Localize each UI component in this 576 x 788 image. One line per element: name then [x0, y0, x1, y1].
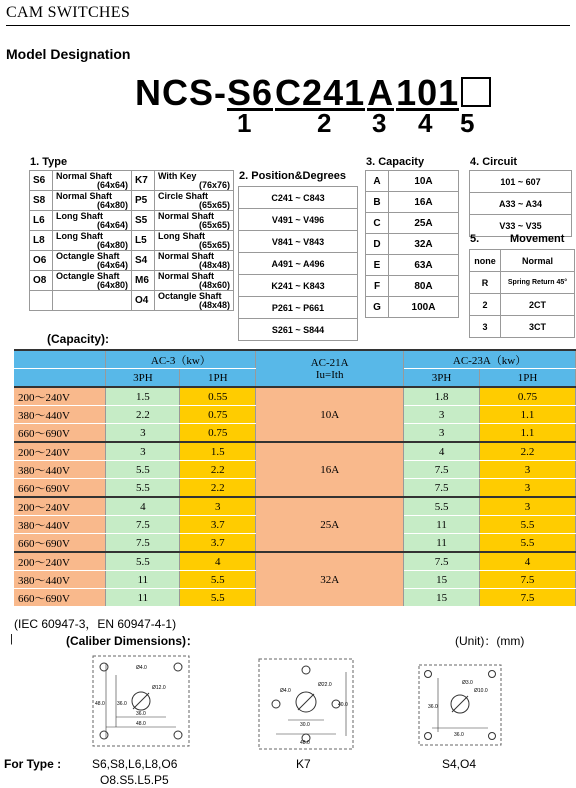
model-part-1: S6 [227, 72, 274, 113]
dim-a-h2: 36.0 [117, 701, 127, 707]
capacity-code: F [366, 276, 389, 297]
type-desc-size: (64x64) [96, 219, 128, 230]
list-cell: A33 ~ A34 [470, 193, 572, 215]
type-code: O4 [132, 291, 155, 311]
digit-1: 1 [237, 108, 252, 138]
title-rule [6, 25, 570, 26]
movement-code: 3 [470, 316, 501, 338]
type-desc-name: Octangle Shaft [56, 250, 120, 261]
type-desc [155, 231, 234, 251]
list-row [470, 193, 572, 215]
ac3-3ph-cell: 3 [106, 424, 180, 443]
header-blank [14, 350, 106, 369]
movement-desc: 3CT [501, 316, 575, 338]
type-desc-name: Octangle Shaft [158, 290, 222, 301]
model-part-5-box [461, 77, 491, 107]
type-code: O6 [30, 251, 53, 271]
rating-row [14, 387, 576, 406]
voltage-cell: 380～440V [14, 571, 106, 589]
capacity-row [366, 297, 459, 318]
movement-row [470, 250, 575, 272]
ac23-3ph-cell: 15 [404, 571, 480, 589]
type-desc-name: Circle Shaft [158, 190, 209, 201]
position-table [238, 186, 358, 341]
movement-desc: Normal [501, 250, 575, 272]
voltage-cell: 660～690V [14, 424, 106, 443]
type-desc [155, 291, 234, 311]
ac23-3ph-cell: 5.5 [404, 497, 480, 516]
type-code: S6 [30, 171, 53, 191]
capacity-label: (Capacity): [47, 332, 110, 346]
capacity-code: E [366, 255, 389, 276]
header-ac21 [256, 350, 404, 387]
type-desc-name: Normal Shaft [158, 210, 215, 221]
movement-heading-num: 5. [470, 233, 480, 245]
movement-row [470, 316, 575, 338]
type-desc-name: Long Shaft [158, 230, 205, 241]
type-desc [53, 271, 132, 291]
list-cell: P261 ~ P661 [239, 297, 358, 319]
ac3-1ph-cell: 2.2 [180, 461, 256, 479]
type-code: K7 [132, 171, 155, 191]
capacity-code: B [366, 192, 389, 213]
list-row [239, 297, 358, 319]
capacity-row [366, 255, 459, 276]
model-code [135, 72, 491, 114]
list-row [239, 319, 358, 341]
dim-c-d2: Ø10.0 [474, 688, 488, 694]
ac3-3ph-cell: 5.5 [106, 552, 180, 571]
types-b: K7 [296, 757, 311, 771]
voltage-cell: 660～690V [14, 479, 106, 498]
type-desc-size: (64x64) [96, 259, 128, 270]
type-desc [155, 191, 234, 211]
standard-note: (IEC 60947-3，EN 60947-4-1) [14, 617, 177, 631]
ac3-1ph-cell: 5.5 [180, 571, 256, 589]
type-desc-name: Normal Shaft [158, 270, 215, 281]
dim-a-d1: Ø4.0 [136, 665, 147, 671]
list-row [239, 187, 358, 209]
rating-row [14, 497, 576, 516]
type-desc [53, 251, 132, 271]
type-row [30, 231, 234, 251]
caliber-diagram-a [92, 655, 190, 747]
caliber-label: (Caliber Dimensions)： [66, 634, 199, 648]
caliber-diagram-c [418, 664, 502, 746]
ac3-3ph-cell: 4 [106, 497, 180, 516]
list-row [239, 231, 358, 253]
type-desc-name: Octangle Shaft [56, 270, 120, 281]
type-desc-size: (64x80) [96, 199, 128, 210]
model-part-4: 101 [396, 72, 460, 113]
voltage-cell: 200～240V [14, 497, 106, 516]
capacity-row [366, 213, 459, 234]
model-part-3: A [367, 72, 395, 113]
capacity-code: D [366, 234, 389, 255]
ac3-1ph-cell: 0.55 [180, 387, 256, 406]
type-code: P5 [132, 191, 155, 211]
type-desc-size: (65x65) [198, 219, 230, 230]
ac23-3ph-cell: 3 [404, 406, 480, 424]
ac21-cell: 25A [256, 497, 404, 552]
ac3-3ph-cell: 5.5 [106, 479, 180, 498]
type-desc [155, 171, 234, 191]
voltage-cell: 380～440V [14, 461, 106, 479]
capacity-table [365, 170, 459, 318]
voltage-cell: 380～440V [14, 406, 106, 424]
type-row [30, 171, 234, 191]
list-cell: A491 ~ A496 [239, 253, 358, 275]
type-desc [53, 231, 132, 251]
ac23-1ph-cell: 1.1 [480, 424, 576, 443]
type-desc-size: (64x80) [96, 279, 128, 290]
for-type-label: For Type : [4, 757, 62, 771]
ac23-1ph-cell: 0.75 [480, 387, 576, 406]
movement-code: none [470, 250, 501, 272]
type-desc-size: (65x65) [198, 239, 230, 250]
header-ac21-label: AC-21A [310, 356, 349, 369]
capacity-code: C [366, 213, 389, 234]
ac23-1ph-cell: 3 [480, 479, 576, 498]
ac3-1ph-cell: 2.2 [180, 479, 256, 498]
ac21-cell: 16A [256, 442, 404, 497]
ac23-3ph-cell: 7.5 [404, 461, 480, 479]
digit-5: 5 [460, 108, 475, 138]
capacity-rating-table [14, 349, 576, 607]
voltage-cell: 660～690V [14, 589, 106, 607]
ac3-3ph-cell: 11 [106, 571, 180, 589]
header-1ph-b: 1PH [480, 369, 576, 388]
ac3-3ph-cell: 2.2 [106, 406, 180, 424]
ac3-3ph-cell: 1.5 [106, 387, 180, 406]
capacity-row [366, 276, 459, 297]
model-part-2: C241 [275, 72, 366, 113]
header-3ph-b: 3PH [404, 369, 480, 388]
capacity-value: 63A [389, 255, 459, 276]
ac23-1ph-cell: 7.5 [480, 589, 576, 607]
header-3ph: 3PH [106, 369, 180, 388]
voltage-cell: 200～240V [14, 442, 106, 461]
type-desc [53, 211, 132, 231]
movement-code: R [470, 272, 501, 294]
ac23-3ph-cell: 4 [404, 442, 480, 461]
ac3-3ph-cell: 5.5 [106, 461, 180, 479]
digit-4: 4 [418, 108, 433, 138]
dim-b-h1: 40.0 [338, 702, 348, 708]
ac23-3ph-cell: 7.5 [404, 552, 480, 571]
type-code: S8 [30, 191, 53, 211]
ac3-3ph-cell: 7.5 [106, 534, 180, 553]
ac23-1ph-cell: 5.5 [480, 516, 576, 534]
movement-desc: Spring Return 45° [501, 272, 575, 294]
type-desc-name: Normal Shaft [56, 170, 113, 181]
movement-table [469, 249, 575, 338]
ac23-1ph-cell: 5.5 [480, 534, 576, 553]
header-ac3: AC-3（kw） [106, 350, 256, 369]
ac23-1ph-cell: 4 [480, 552, 576, 571]
model-prefix: NCS- [135, 72, 227, 113]
rating-row [14, 442, 576, 461]
list-cell: C241 ~ C843 [239, 187, 358, 209]
type-code: M6 [132, 271, 155, 291]
dim-c-d1: Ø3.0 [462, 680, 473, 686]
list-row [239, 275, 358, 297]
ac23-3ph-cell: 11 [404, 534, 480, 553]
ac23-1ph-cell: 1.1 [480, 406, 576, 424]
type-desc-name: Normal Shaft [56, 190, 113, 201]
header-blank-2 [14, 369, 106, 388]
ac3-1ph-cell: 3.7 [180, 534, 256, 553]
type-desc-size: (64x80) [96, 239, 128, 250]
capacity-value: 16A [389, 192, 459, 213]
digit-2: 2 [317, 108, 332, 138]
type-desc-size: (48x48) [198, 299, 230, 310]
dim-b-d2: Ø22.0 [318, 682, 332, 688]
type-row [30, 211, 234, 231]
ac23-3ph-cell: 11 [404, 516, 480, 534]
ac3-1ph-cell: 3 [180, 497, 256, 516]
ac21-cell: 32A [256, 552, 404, 607]
digit-3: 3 [372, 108, 387, 138]
movement-heading: Movement [510, 233, 565, 245]
type-code [30, 291, 53, 311]
type-desc-name: With Key [158, 170, 197, 181]
model-designation-heading: Model Designation [6, 46, 131, 62]
type-code: S5 [132, 211, 155, 231]
capacity-row [366, 171, 459, 192]
list-cell: 101 ~ 607 [470, 171, 572, 193]
type-code: L6 [30, 211, 53, 231]
capacity-row [366, 234, 459, 255]
ac23-1ph-cell: 3 [480, 497, 576, 516]
type-desc [155, 211, 234, 231]
header-ac23: AC-23A（kw） [404, 350, 576, 369]
ac3-1ph-cell: 3.7 [180, 516, 256, 534]
type-code: L8 [30, 231, 53, 251]
list-cell: S261 ~ S844 [239, 319, 358, 341]
ac3-1ph-cell: 0.75 [180, 406, 256, 424]
capacity-value: 100A [389, 297, 459, 318]
list-cell: K241 ~ K843 [239, 275, 358, 297]
type-desc-name: Long Shaft [56, 230, 103, 241]
type-desc-size: (76x76) [198, 179, 230, 190]
movement-row [470, 294, 575, 316]
type-row [30, 191, 234, 211]
capacity-code: A [366, 171, 389, 192]
dim-a-w2: 48.0 [136, 721, 146, 727]
ac3-3ph-cell: 7.5 [106, 516, 180, 534]
type-row [30, 271, 234, 291]
voltage-cell: 200～240V [14, 387, 106, 406]
circuit-table [469, 170, 572, 237]
dim-b-d1: Ø4.0 [280, 688, 291, 694]
type-desc-size: (48x60) [198, 279, 230, 290]
list-cell: V491 ~ V496 [239, 209, 358, 231]
voltage-cell: 380～440V [14, 516, 106, 534]
ac23-1ph-cell: 2.2 [480, 442, 576, 461]
types-c: S4,O4 [442, 757, 477, 771]
ac23-3ph-cell: 3 [404, 424, 480, 443]
list-cell: V841 ~ V843 [239, 231, 358, 253]
list-row [239, 209, 358, 231]
ac3-1ph-cell: 4 [180, 552, 256, 571]
list-cell: V33 ~ V35 [470, 215, 572, 237]
ac23-3ph-cell: 7.5 [404, 479, 480, 498]
page-title: CAM SWITCHES [6, 4, 131, 21]
dim-b-w1: 30.0 [300, 722, 310, 728]
rating-row [14, 552, 576, 571]
movement-row [470, 272, 575, 294]
unit-label: (Unit)：(mm) [455, 634, 525, 648]
ac3-3ph-cell: 3 [106, 442, 180, 461]
capacity-value: 10A [389, 171, 459, 192]
list-row [470, 171, 572, 193]
type-desc-size: (48x48) [198, 259, 230, 270]
type-desc [155, 271, 234, 291]
type-desc [155, 251, 234, 271]
header-1ph: 1PH [180, 369, 256, 388]
type-desc-size: (65x65) [198, 199, 230, 210]
dim-b-w2: 48.0 [300, 740, 310, 746]
type-code: L5 [132, 231, 155, 251]
ac3-3ph-cell: 11 [106, 589, 180, 607]
capacity-value: 80A [389, 276, 459, 297]
dim-a-d2: Ø12.0 [152, 685, 166, 691]
divider-mark: | [10, 633, 13, 645]
type-desc [53, 291, 132, 311]
types-a-line2: O8.S5.L5.P5 [100, 773, 169, 787]
dim-c-w1: 36.0 [454, 732, 464, 738]
caliber-diagram-b [258, 658, 354, 750]
type-desc-size: (64x64) [96, 179, 128, 190]
type-code: S4 [132, 251, 155, 271]
type-desc [53, 171, 132, 191]
voltage-cell: 660～690V [14, 534, 106, 553]
ac23-1ph-cell: 7.5 [480, 571, 576, 589]
position-heading: 2. Position&Degrees [239, 170, 346, 182]
ac3-1ph-cell: 0.75 [180, 424, 256, 443]
ac23-3ph-cell: 15 [404, 589, 480, 607]
movement-desc: 2CT [501, 294, 575, 316]
voltage-cell: 200～240V [14, 552, 106, 571]
dim-a-h1: 48.0 [95, 701, 105, 707]
type-row [30, 291, 234, 311]
capacity-code: G [366, 297, 389, 318]
ac23-1ph-cell: 3 [480, 461, 576, 479]
movement-code: 2 [470, 294, 501, 316]
type-table [29, 170, 234, 311]
dim-a-w1: 36.0 [136, 711, 146, 717]
capacity-row [366, 192, 459, 213]
list-row [239, 253, 358, 275]
type-code: O8 [30, 271, 53, 291]
capacity-value: 32A [389, 234, 459, 255]
type-desc-name: Normal Shaft [158, 250, 215, 261]
ac23-3ph-cell: 1.8 [404, 387, 480, 406]
header-iu-label: Iu=Ith [315, 368, 344, 381]
capacity-heading: 3. Capacity [366, 156, 425, 168]
type-heading: 1. Type [30, 156, 68, 168]
ac3-1ph-cell: 1.5 [180, 442, 256, 461]
ac21-cell: 10A [256, 387, 404, 442]
type-desc [53, 191, 132, 211]
circuit-heading: 4. Circuit [470, 156, 518, 168]
type-row [30, 251, 234, 271]
type-desc-name: Long Shaft [56, 210, 103, 221]
dim-c-h1: 36.0 [428, 704, 438, 710]
capacity-value: 25A [389, 213, 459, 234]
types-a-line1: S6,S8,L6,L8,O6 [92, 757, 178, 771]
ac3-1ph-cell: 5.5 [180, 589, 256, 607]
